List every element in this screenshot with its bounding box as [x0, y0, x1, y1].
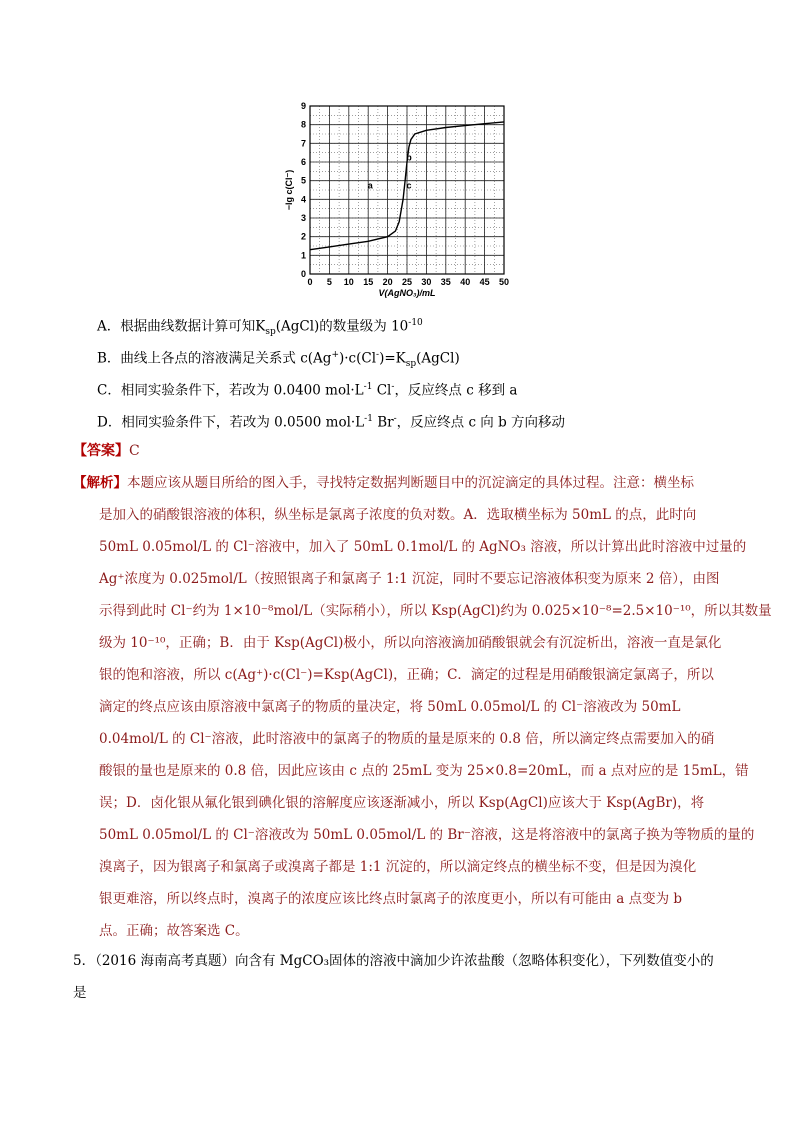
analysis-line-3: Ag⁺浓度为 0.025mol/L（按照银离子和氯离子 1:1 沉淀，同时不要忘记溶液体积变为原来 2 倍），由图 — [99, 571, 720, 587]
analysis-line-11: 50mL 0.05mol/L 的 Cl⁻溶液改为 50mL 0.05mol/L 的 Br⁻溶液，这是将溶液中的氯离子换为等物质的量的 — [99, 827, 755, 843]
analysis-line-13: 银更难溶，所以终点时，溴离子的浓度应该比终点时氯离子的浓度更小，所以有可能由 a 点变为 b — [99, 891, 683, 907]
y-tick-label: 0 — [300, 269, 306, 279]
x-tick-label: 15 — [363, 277, 374, 287]
option-d-sup2: - — [393, 414, 397, 424]
titration-chart-svg — [284, 96, 514, 304]
y-tick-label: 1 — [300, 250, 306, 261]
option-a-text: A．根据曲线数据计算可知K — [97, 318, 266, 335]
question-5-line-2: 是 — [73, 985, 87, 1001]
option-c-end: ，反应终点 c 移到 a — [394, 382, 518, 399]
option-b-sup1: + — [331, 350, 339, 360]
option-b-sup2: - — [376, 350, 380, 360]
x-tick-label: 25 — [401, 277, 413, 287]
x-tick-label: 50 — [498, 277, 510, 287]
answer-line — [73, 441, 140, 461]
option-b-sub: sp — [405, 359, 417, 370]
point-label-b: b — [406, 152, 412, 163]
option-d — [97, 410, 565, 432]
analysis-line-14: 点。正确；故答案选 C。 — [99, 923, 249, 939]
x-tick-label: 40 — [460, 277, 471, 287]
y-tick-label: 2 — [300, 231, 306, 242]
x-tick-label: 10 — [343, 277, 354, 287]
analysis-line-9: 酸银的量也是原来的 0.8 倍，因此应该由 c 点的 25mL 变为 25×0.8=20mL，而 a 点对应的是 15mL，错 — [99, 763, 749, 779]
option-d-mid: Br — [372, 414, 394, 431]
analysis-line-4: 示得到此时 Cl⁻约为 1×10⁻⁸mol/L（实际稍小），所以 Ksp(AgCl)约为 0.025×10⁻⁸=2.5×10⁻¹⁰，所以其数量 — [99, 603, 772, 619]
option-b-text: B．曲线上各点的溶液满足关系式 c(Ag — [97, 350, 332, 367]
y-axis-label: −lg c(Cl⁻) — [284, 169, 294, 211]
analysis-line-10: 误；D．卤化银从氟化银到碘化银的溶解度应该逐渐减小，所以 Ksp(AgCl)应该大于 Ksp(AgBr)，将 — [99, 795, 705, 811]
analysis-line-2: 50mL 0.05mol/L 的 Cl⁻溶液中，加入了 50mL 0.1mol/L 的 AgNO₃ 溶液，所以计算出此时溶液中过量的 — [99, 539, 747, 555]
option-a-mid: (AgCl)的数量级为 10 — [275, 318, 409, 335]
x-axis-label: V(AgNO₃)/mL — [378, 288, 436, 298]
x-tick-label: 20 — [382, 277, 393, 287]
analysis-line-5: 级为 10⁻¹⁰，正确；B．由于 Ksp(AgCl)极小，所以向溶液滴加硝酸银就会有沉淀析出，溶液一直是氯化 — [99, 635, 722, 651]
y-tick-label: 5 — [300, 175, 306, 186]
y-tick-label: 7 — [300, 138, 306, 149]
analysis-line-7: 滴定的终点应该由原溶液中氯离子的物质的量决定，将 50mL 0.05mol/L 的 Cl⁻溶液改为 50mL — [99, 699, 681, 715]
option-d-sup: -1 — [364, 414, 373, 424]
point-label-a: a — [367, 180, 373, 191]
point-label-c: c — [406, 180, 412, 191]
option-c-mid: Cl — [372, 382, 392, 399]
x-tick-label: 0 — [307, 277, 313, 287]
option-c — [97, 378, 517, 400]
answer-tag: 【答案】 — [73, 443, 129, 459]
option-a — [97, 314, 423, 341]
y-tick-label: 4 — [300, 194, 306, 205]
analysis-line-8: 0.04mol/L 的 Cl⁻溶液，此时溶液中的氯离子的物质的量是原来的 0.8 倍，所以滴定终点需要加入的硝 — [99, 731, 715, 747]
y-tick-label: 9 — [300, 101, 306, 111]
y-tick-label: 3 — [300, 213, 306, 223]
analysis-line-1: 是加入的硝酸银溶液的体积，纵坐标是氯离子浓度的负对数。A．选取横坐标为 50mL 的点，此时向 — [99, 507, 697, 523]
titration-chart — [284, 96, 514, 304]
option-c-text: C．相同实验条件下，若改为 0.0400 mol·L — [97, 382, 364, 399]
analysis-line-12: 溴离子，因为银离子和氯离子或溴离子都是 1:1 沉淀的，所以滴定终点的横坐标不变，但是因为溴化 — [99, 859, 697, 875]
analysis-line-0: 本题应该从题目所给的图入手，寻找特定数据判断题目中的沉淀滴定的具体过程。注意：横坐标 — [127, 475, 694, 491]
x-tick-label: 5 — [326, 277, 332, 287]
analysis-line-6: 银的饱和溶液，所以 c(Ag⁺)·c(Cl⁻)=Ksp(AgCl)，正确；C．滴定的过程是用硝酸银滴定氯离子，所以 — [99, 667, 714, 683]
x-tick-label: 45 — [479, 277, 490, 287]
option-c-sup: -1 — [363, 382, 373, 392]
analysis-paragraph — [73, 473, 772, 953]
question-5-line-1: 5．（2016 海南高考真题）向含有 MgCO₃固体的溶液中滴加少许浓盐酸（忽略体积变化），下列数值变小的 — [73, 953, 714, 969]
option-a-sup: -10 — [408, 318, 423, 328]
y-tick-label: 6 — [300, 157, 306, 167]
option-b-mid2: )=K — [379, 350, 406, 367]
option-b-end: (AgCl) — [416, 350, 460, 367]
x-tick-label: 35 — [440, 277, 451, 287]
option-d-end: ，反应终点 c 向 b 方向移动 — [396, 414, 566, 431]
option-b-mid: )·c(Cl — [338, 350, 377, 367]
x-tick-label: 30 — [421, 277, 432, 287]
option-a-sub: sp — [265, 327, 276, 338]
option-b — [97, 346, 460, 373]
analysis-tag: 【解析】 — [73, 475, 127, 491]
y-tick-label: 8 — [300, 119, 306, 130]
option-d-text: D．相同实验条件下，若改为 0.0500 mol·L — [97, 414, 365, 431]
option-c-sup2: - — [391, 382, 395, 392]
answer-value: C — [129, 443, 140, 459]
question-5 — [73, 951, 714, 1003]
